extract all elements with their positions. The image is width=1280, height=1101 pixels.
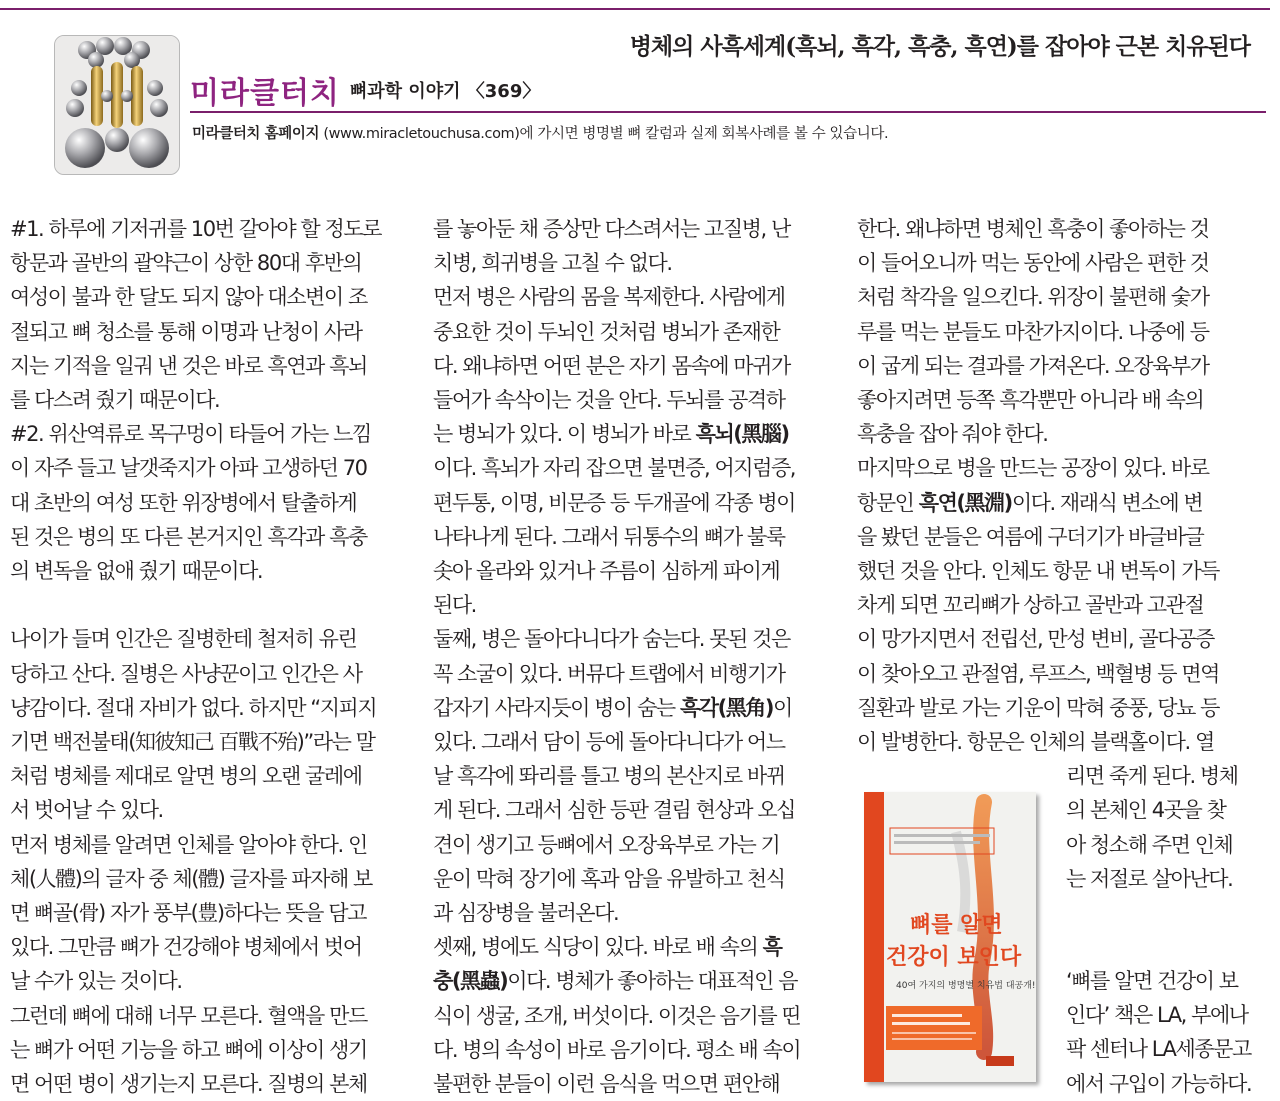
text-line: 처럼 병체를 제대로 알면 병의 오랜 굴레에 [10,764,362,789]
text-line: 여성이 불과 한 달도 되지 않아 대소변이 조 [10,285,367,310]
text-line: 서 벗어날 수 있다. [10,798,163,823]
book-cover-image [864,792,1036,1082]
text-span: 셋째, 병에도 식당이 있다. 바로 배 속의 [433,935,763,960]
text-line: 있다. 그만큼 뼈가 건강해야 병체에서 벗어 [10,935,362,960]
text-line: 들어가 속삭이는 것을 안다. 두뇌를 공격하 [433,388,785,413]
text-line: 다. 왜냐하면 어떤 분은 자기 몸속에 마귀가 [433,353,790,378]
text-line: 이 굽게 되는 결과를 가져온다. 오장육부가 [857,353,1209,378]
text-line: 의 본체인 4곳을 찾 [1066,798,1226,823]
text-line: 는 저절로 살아난다. [1066,866,1233,891]
text-span: 갑자기 사라지듯이 병이 숨는 [433,695,680,720]
text-line: 체(人體)의 글자 중 체(體) 글자를 파자해 보 [10,866,372,891]
text-span: 이다. 재래식 변소에 변 [1011,490,1203,515]
text-line: 의 변독을 없애 줬기 때문이다. [10,559,263,584]
book-subtitle: 40여 가지의 병명별 치유법 대공개! [896,981,1036,991]
text-line: #2. 위산역류로 목구멍이 타들어 가는 느낌 [10,422,371,447]
text-line: 과 심장병을 불러온다. [433,901,619,926]
text-line: 견이 생기고 등뼈에서 오장육부로 가는 기 [433,832,780,857]
caption-line: 인다’ 책은 LA, 부에나 [1066,1003,1248,1028]
paragraph-gap [10,588,381,622]
text-line: 불편한 분들이 이런 음식을 먹으면 편안해 [433,1072,780,1097]
text-line: 운이 막혀 장기에 혹과 암을 유발하고 천식 [433,866,785,891]
text-line: 마지막으로 병을 만드는 공장이 있다. 바로 [857,456,1209,481]
text-line: 이 들어오니까 먹는 동안에 사람은 편한 것 [857,251,1209,276]
text-line: 치병, 희귀병을 고칠 수 없다. [433,251,672,276]
keyword-heuknoe: 흑뇌(黑腦) [695,422,789,447]
text-span: 이다. 병체가 좋아하는 대표적인 음 [507,969,798,994]
text-line: 한다. 왜냐하면 병체인 흑충이 좋아하는 것 [857,217,1209,241]
title-divider [190,111,1266,113]
text-line: 리면 죽게 된다. 병체 [1066,764,1238,789]
homepage-text: (www.miracletouchusa.com)에 가시면 병명별 뼈 칼럼과 실제 회복사례를 볼 수 있습니다. [319,126,889,142]
text-line: 이 찾아오고 관절염, 루프스, 백혈병 등 면역 [857,661,1220,686]
book-caption [1066,964,1251,1101]
text-line: 는 뼈가 어떤 기능을 하고 뼈에 이상이 생기 [10,1037,367,1062]
caption-line: 팍 센터나 LA세종문고 [1066,1037,1251,1062]
text-span: 이 [773,695,792,720]
text-line: 대 초반의 여성 또한 위장병에서 탈출하게 [10,490,357,515]
text-line: 다. 병의 속성이 바로 음기이다. 평소 배 속이 [433,1037,801,1062]
keyword-heukchung-start: 흑 [762,935,782,960]
text-line [433,691,800,725]
text-line [857,486,1238,520]
text-line: 차게 되면 꼬리뼈가 상하고 골반과 고관절 [857,593,1204,618]
text-line: 흑충을 잡아 줘야 한다. [857,422,1048,447]
text-line: 지는 기적을 일궈 낸 것은 바로 흑연과 흑뇌 [10,353,367,378]
text-line: 편두통, 이명, 비문증 등 두개골에 각종 병이 [433,490,796,515]
text-line: 을 봤던 분들은 여름에 구더기가 바글바글 [857,524,1204,549]
keyword-heukgak: 흑각(黑角) [679,695,774,720]
homepage-note [192,122,888,143]
text-line: 된 것은 병의 또 다른 본거지인 흑각과 흑충 [10,524,367,549]
text-line: 중요한 것이 두뇌인 것처럼 병뇌가 존재한 [433,319,780,344]
text-line: 이 망가지면서 전립선, 만성 변비, 골다공증 [857,627,1214,652]
text-line: 면 뼈골(骨) 자가 풍부(豊)하다는 뜻을 담고 [10,901,366,926]
text-line: 루를 먹는 분들도 마찬가지이다. 나중에 등 [857,319,1209,344]
text-line: 절되고 뼈 청소를 통해 이명과 난청이 사라 [10,319,362,344]
text-line: 질환과 발로 가는 기운이 막혀 중풍, 당뇨 등 [857,695,1220,720]
text-line: 게 된다. 그래서 심한 등판 결림 현상과 오십 [433,798,796,823]
text-line: 먼저 병은 사람의 몸을 복제한다. 사람에게 [433,285,785,310]
text-line: 기면 백전불태(知彼知己 百戰不殆)”라는 말 [10,730,375,755]
text-span: 항문인 [857,490,919,515]
product-photo [54,35,180,175]
text-line: 둘째, 병은 돌아다니다가 숨는다. 못된 것은 [433,627,790,652]
caption-line: ‘뼈를 알면 건강이 보 [1066,969,1238,993]
text-line: 를 다스려 줬기 때문이다. [10,388,220,413]
text-line [433,417,800,451]
text-line: 냥감이다. 절대 자비가 없다. 하지만 “지피지 [10,695,377,720]
text-line: 항문과 골반의 괄약근이 상한 80대 후반의 [10,251,362,276]
text-line: 그런데 뼈에 대해 너무 모른다. 혈액을 만드 [10,1003,367,1028]
text-line: 솟아 올라와 있거나 주름이 심하게 파이게 [433,559,780,584]
brand-name: 미라클터치 [190,76,340,111]
text-line: 나이가 들며 인간은 질병한테 철저히 유린 [10,627,357,652]
text-line: 아 청소해 주면 인체 [1066,832,1233,857]
text-line: 를 놓아둔 채 증상만 다스려서는 고질병, 난 [433,217,790,241]
text-line: 날 수가 있는 것이다. [10,969,182,994]
caption-line: 에서 구입이 가능하다. [1066,1071,1252,1096]
text-line: 있다. 그래서 담이 등에 돌아다니다가 어느 [433,730,785,755]
book-title-top: 뼈를 알면 [910,913,1003,938]
text-line [433,964,800,998]
text-line: 꼭 소굴이 있다. 버뮤다 트랩에서 비행기가 [433,661,785,686]
text-column-2 [433,212,800,1101]
text-line [433,930,800,964]
text-line: 당하고 산다. 질병은 사냥꾼이고 인간은 사 [10,661,362,686]
text-line: 먼저 병체를 알려면 인체를 알아야 한다. 인 [10,832,367,857]
article-headline: 병체의 사흑세계(흑뇌, 흑각, 흑충, 흑연)를 잡아야 근본 치유된다 [629,33,1250,60]
text-line: 나타나게 된다. 그래서 뒤통수의 뼈가 불룩 [433,524,785,549]
text-line: 식이 생굴, 조개, 버섯이다. 이것은 음기를 띤 [433,1003,801,1028]
book-title-bottom: 건강이 보인다 [886,945,1022,970]
text-line: 날 흑각에 똬리를 틀고 병의 본산지로 바뀌 [433,764,785,789]
text-line: 이 발병한다. 항문은 인체의 블랙홀이다. 열 [857,730,1214,755]
text-line: 이 자주 들고 날갯죽지가 아파 고생하던 70 [10,456,367,481]
text-line: 좋아지려면 등쪽 흑각뿐만 아니라 배 속의 [857,388,1204,413]
text-line: 했던 것을 안다. 인체도 항문 내 변독이 가득 [857,559,1220,584]
keyword-heukyeon: 흑연(黑淵) [918,490,1012,515]
text-line: 처럼 착각을 일으킨다. 위장이 불편해 숯가 [857,285,1209,310]
text-line: 이다. 흑뇌가 자리 잡으면 불면증, 어지럼증, [433,456,796,481]
text-span: 는 병뇌가 있다. 이 병뇌가 바로 [433,422,696,447]
text-column-1 [10,212,381,1101]
text-line: 면 어떤 병이 생기는지 모른다. 질병의 본체 [10,1072,367,1097]
text-line: 된다. [433,593,476,618]
text-line: #1. 하루에 기저귀를 10번 갈아야 할 정도로 [10,217,381,241]
homepage-name: 미라클터치 홈페이지 [192,126,320,142]
keyword-heukchung: 충(黑蟲) [433,969,508,994]
series-label: 뼈과학 이야기 〈369〉 [349,81,541,102]
top-divider [0,8,1270,10]
column-title [190,68,540,112]
